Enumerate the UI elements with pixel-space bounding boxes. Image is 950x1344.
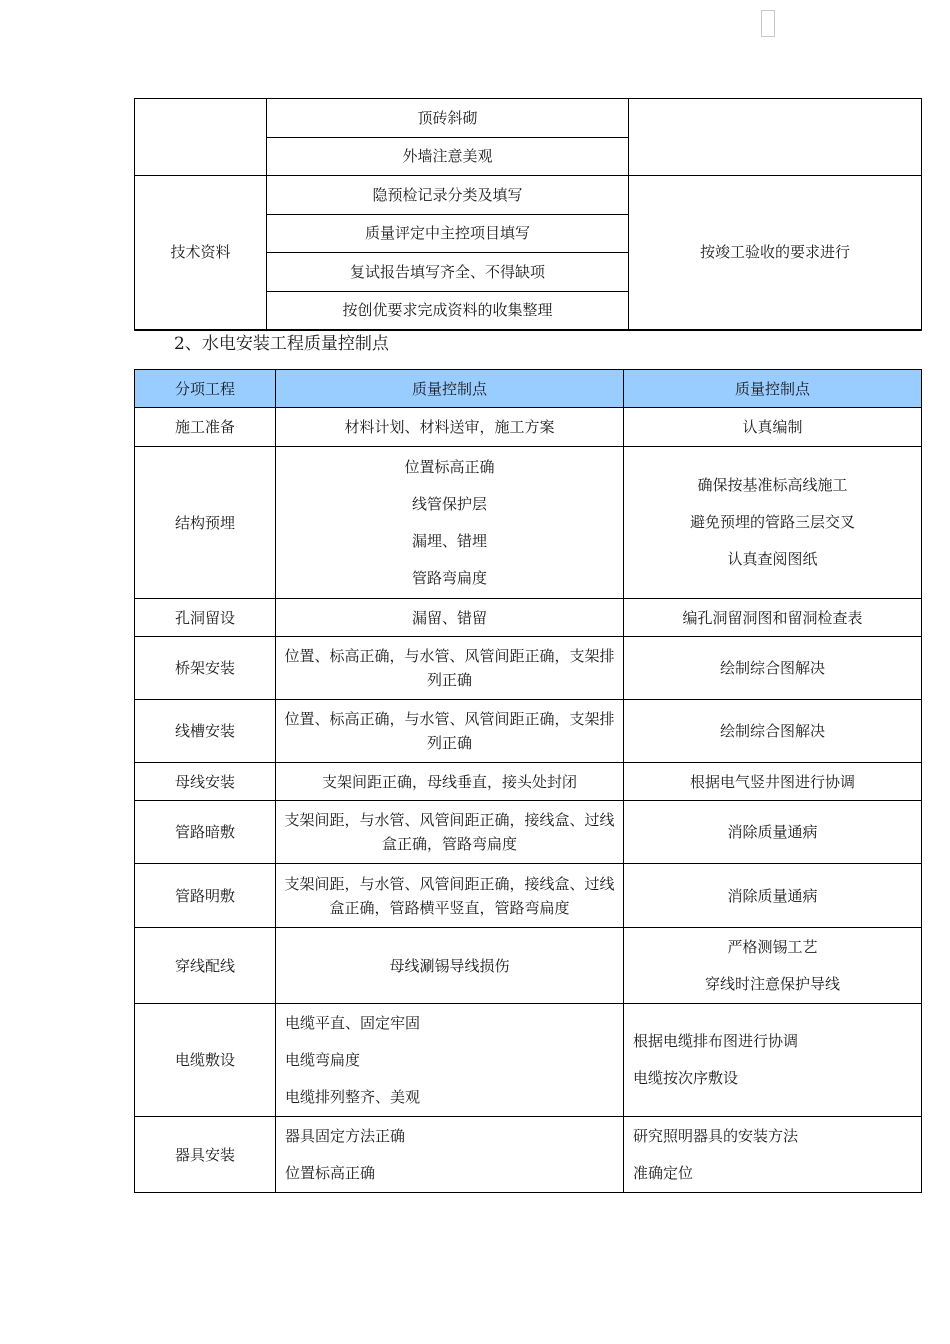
sub-item-cell: 复试报告填写齐全、不得缺项 bbox=[267, 253, 629, 292]
control-point-line: 电缆平直、固定牢固 bbox=[285, 1013, 421, 1032]
table-row bbox=[135, 599, 922, 637]
measure-line: 避免预埋的管路三层交叉 bbox=[689, 513, 855, 531]
table-row bbox=[135, 928, 922, 1004]
control-point-line: 器具固定方法正确 bbox=[285, 1126, 406, 1145]
measure-cell: 认真编制 bbox=[624, 408, 922, 447]
table-row bbox=[135, 801, 922, 864]
table-row bbox=[135, 864, 922, 928]
control-point-line: 电缆排列整齐、美观 bbox=[285, 1087, 421, 1106]
quality-control-table bbox=[134, 369, 922, 1193]
header-cell: 质量控制点 bbox=[624, 370, 922, 408]
table-row bbox=[135, 1117, 922, 1193]
table-row bbox=[135, 637, 922, 700]
sub-item-cell: 顶砖斜砌 bbox=[267, 99, 629, 138]
measure-cell bbox=[624, 1004, 922, 1117]
measure-cell bbox=[624, 447, 922, 599]
item-name-cell: 管路暗敷 bbox=[135, 801, 276, 864]
masonry-tech-table bbox=[134, 98, 922, 331]
measure-line: 研究照明器具的安装方法 bbox=[633, 1126, 799, 1145]
measure-cell: 消除质量通病 bbox=[624, 864, 922, 928]
table-row bbox=[135, 763, 922, 801]
item-name-cell: 器具安装 bbox=[135, 1117, 276, 1193]
measure-line: 电缆按次序敷设 bbox=[633, 1069, 739, 1087]
table-row bbox=[135, 700, 922, 763]
control-point-cell: 支架间距，与水管、风管间距正确，接线盒、过线盒正确，管路横平竖直，管路弯扁度 bbox=[276, 864, 624, 928]
table-row bbox=[135, 176, 922, 215]
item-name-cell: 管路明敷 bbox=[135, 864, 276, 928]
item-name-cell: 结构预埋 bbox=[135, 447, 276, 599]
header-cell: 分项工程 bbox=[135, 370, 276, 408]
control-point-cell: 漏留、错留 bbox=[276, 599, 624, 637]
control-point-line: 位置标高正确 bbox=[285, 1163, 376, 1182]
measure-line: 严格测锡工艺 bbox=[727, 937, 818, 956]
control-point-cell: 位置、标高正确，与水管、风管间距正确，支架排列正确 bbox=[276, 637, 624, 700]
control-point-cell: 位置、标高正确，与水管、风管间距正确，支架排列正确 bbox=[276, 700, 624, 763]
page-corner-mark bbox=[761, 10, 775, 37]
sub-item-cell: 外墙注意美观 bbox=[267, 137, 629, 176]
control-point-line: 漏埋、错埋 bbox=[411, 531, 487, 550]
measure-cell bbox=[629, 99, 922, 176]
item-name-cell: 桥架安装 bbox=[135, 637, 276, 700]
table-header-row bbox=[135, 370, 922, 408]
item-name-cell: 电缆敷设 bbox=[135, 1004, 276, 1117]
measure-line: 确保按基准标高线施工 bbox=[697, 476, 848, 494]
measure-line: 认真查阅图纸 bbox=[727, 550, 818, 568]
control-point-line: 位置标高正确 bbox=[404, 457, 495, 476]
table-row bbox=[135, 408, 922, 447]
control-point-cell bbox=[276, 1004, 624, 1117]
measure-line: 准确定位 bbox=[633, 1163, 694, 1182]
item-name-cell: 母线安装 bbox=[135, 763, 276, 801]
control-point-line: 电缆弯扁度 bbox=[285, 1050, 361, 1069]
item-name-cell: 施工准备 bbox=[135, 408, 276, 447]
sub-item-cell: 质量评定中主控项目填写 bbox=[267, 214, 629, 253]
table-row bbox=[135, 447, 922, 599]
header-cell: 质量控制点 bbox=[276, 370, 624, 408]
measure-cell bbox=[624, 1117, 922, 1193]
table-row bbox=[135, 1004, 922, 1117]
control-point-cell: 支架间距正确，母线垂直，接头处封闭 bbox=[276, 763, 624, 801]
measure-cell: 消除质量通病 bbox=[624, 801, 922, 864]
measure-cell: 绘制综合图解决 bbox=[624, 700, 922, 763]
control-point-line: 管路弯扁度 bbox=[411, 568, 487, 587]
category-cell bbox=[135, 99, 267, 176]
measure-cell: 按竣工验收的要求进行 bbox=[629, 176, 922, 330]
item-name-cell: 线槽安装 bbox=[135, 700, 276, 763]
control-point-cell bbox=[276, 447, 624, 599]
sub-item-cell: 隐预检记录分类及填写 bbox=[267, 176, 629, 215]
measure-cell: 编孔洞留洞图和留洞检查表 bbox=[624, 599, 922, 637]
measure-cell: 绘制综合图解决 bbox=[624, 637, 922, 700]
control-point-cell: 母线涮锡导线损伤 bbox=[276, 928, 624, 1004]
control-point-cell: 支架间距，与水管、风管间距正确，接线盒、过线盒正确，管路弯扁度 bbox=[276, 801, 624, 864]
item-name-cell: 孔洞留设 bbox=[135, 599, 276, 637]
section-title: 2、水电安装工程质量控制点 bbox=[174, 334, 389, 354]
measure-cell bbox=[624, 928, 922, 1004]
measure-cell: 根据电气竖井图进行协调 bbox=[624, 763, 922, 801]
table-row bbox=[135, 99, 922, 138]
control-point-line: 线管保护层 bbox=[411, 494, 487, 513]
item-name-cell: 穿线配线 bbox=[135, 928, 276, 1004]
measure-line: 穿线时注意保护导线 bbox=[704, 974, 840, 993]
sub-item-cell: 按创优要求完成资料的收集整理 bbox=[267, 291, 629, 330]
control-point-cell bbox=[276, 1117, 624, 1193]
category-cell: 技术资料 bbox=[135, 176, 267, 330]
measure-line: 根据电缆排布图进行协调 bbox=[633, 1032, 799, 1050]
control-point-cell: 材料计划、材料送审，施工方案 bbox=[276, 408, 624, 447]
